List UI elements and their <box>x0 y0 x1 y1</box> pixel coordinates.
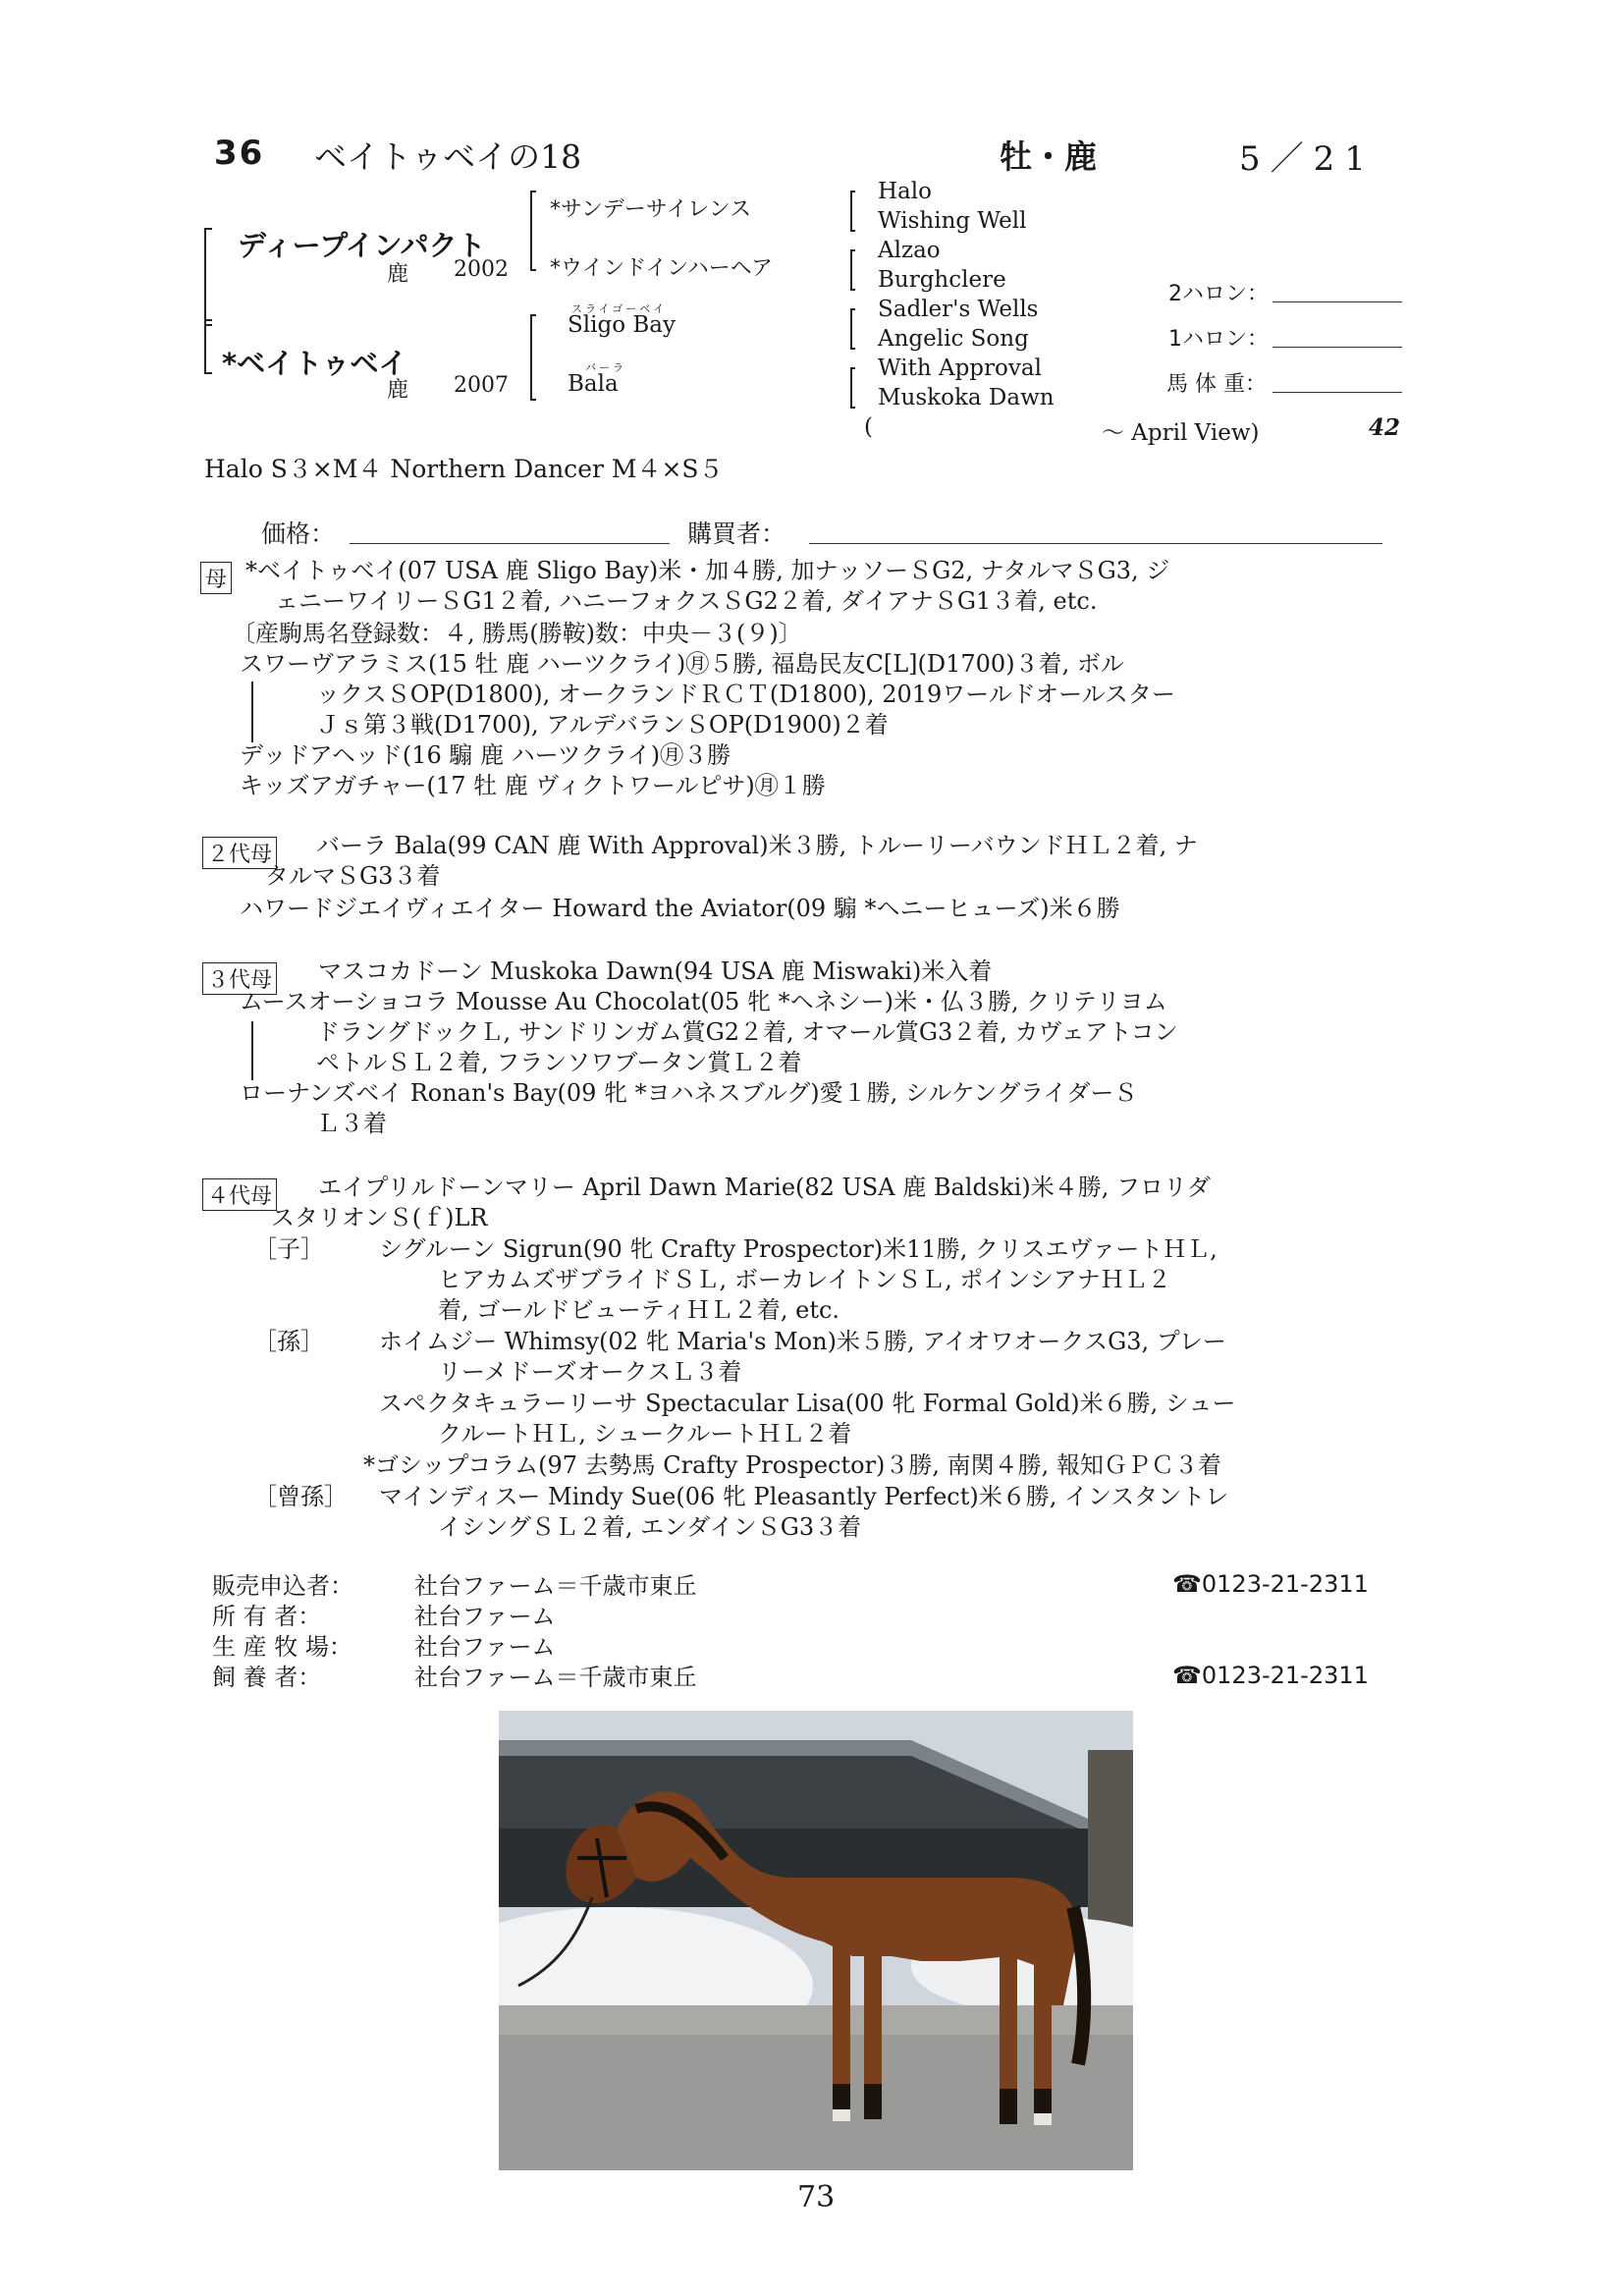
horse-photo-illustration <box>499 1711 1133 2170</box>
dam-name: *ベイトゥベイ <box>222 347 407 380</box>
offspring-bar <box>251 1021 253 1080</box>
birth-date: 5／21 <box>1239 139 1376 179</box>
third-dam-label: ３代母 <box>202 962 277 995</box>
g3-bracket-3 <box>850 308 855 350</box>
sire-name: ディープインパクト <box>238 229 486 262</box>
g3-ancestor: Alzao <box>878 238 941 263</box>
weight-label: 馬 体 重： <box>1166 372 1267 397</box>
sire-line-bracket <box>530 191 536 271</box>
third-dam-line: ペトルＳＬ２着, フランソワブータン賞Ｌ２着 <box>316 1049 802 1076</box>
g3-ancestor: Halo <box>878 179 932 204</box>
fourth-dam-label: ４代母 <box>202 1178 277 1211</box>
contact-label: 販売申込者： <box>212 1572 353 1600</box>
grandchild-label: ［孫］ <box>253 1328 324 1355</box>
sire-dam: *ウインドインハーヘア <box>550 256 774 281</box>
fourth-dam-line: *ゴシップコラム(97 去勢馬 Crafty Prospector)３勝, 南関４勝, 報知ＧＰＣ３着 <box>363 1451 1221 1479</box>
contact-label: 所 有 者： <box>212 1603 322 1630</box>
g3-ancestor: Angelic Song <box>878 326 1029 352</box>
page-number: 73 <box>797 2180 836 2214</box>
fourth-dam-line: マインディスー Mindy Sue(06 牝 Pleasantly Perfect)米６勝, インスタントレ <box>379 1483 1229 1510</box>
dam-record-line: *ベイトゥベイ(07 USA 鹿 Sligo Bay)米・加４勝, 加ナッソーＳG2, ナタルマＳG3, ジ <box>245 557 1170 584</box>
buyer-label: 購買者： <box>687 519 786 548</box>
fourth-dam-line: イシングＳＬ２着, エンダインＳG3３着 <box>438 1513 862 1541</box>
contact-value: 社台ファーム <box>414 1603 556 1630</box>
g3-ancestor: Sadler's Wells <box>878 297 1039 322</box>
dam-sire: Sligo Bay <box>568 312 676 338</box>
one-furlong-blank[interactable] <box>1272 346 1402 348</box>
great-grandchild-label: ［曾孫］ <box>253 1483 348 1510</box>
family-number: 42 <box>1369 414 1401 441</box>
sex-color: 牡・鹿 <box>1000 137 1097 176</box>
dam-bracket <box>204 319 212 374</box>
contact-label: 飼 養 者： <box>212 1664 322 1691</box>
third-dam-line: ムースオーショコラ Mousse Au Chocolat(05 牝 *ヘネシー)米・仏３勝, クリテリヨム <box>240 988 1167 1015</box>
fourth-dam-line: シグルーン Sigrun(90 牝 Crafty Prospector)米11勝, クリスエヴァートＨＬ, <box>379 1235 1218 1263</box>
g3-bracket-4 <box>850 367 855 409</box>
contact-value: 社台ファーム＝千歳市東丘 <box>414 1664 697 1691</box>
offspring-line: Ｊｓ第３戦(D1700), アルデバランＳOP(D1900)２着 <box>316 711 889 738</box>
sire-year: 2002 <box>454 257 509 282</box>
sire-sire: *サンデーサイレンス <box>550 197 752 222</box>
sire-color: 鹿 <box>387 262 409 287</box>
fourth-dam-line: ヒアカムズザブライドＳＬ, ボーカレイトンＳＬ, ポインシアナＨＬ２ <box>438 1266 1171 1293</box>
dam-sire-ruby: スライゴーベイ <box>571 302 668 315</box>
lot-number: 36 <box>214 134 265 173</box>
second-dam-line: ハワードジエイヴィエイター Howard the Aviator(09 騸 *ヘニーヒューズ)米６勝 <box>240 895 1120 922</box>
dam-label: 母 <box>200 562 232 594</box>
g3-bracket-2 <box>850 249 855 291</box>
offspring-line: ックスＳOP(D1800), オークランドＲＣＴ(D1800), 2019ワールドオールスター <box>316 681 1175 708</box>
contact-label: 生 産 牧 場： <box>212 1633 352 1661</box>
third-dam-line: Ｌ３着 <box>316 1110 387 1137</box>
offspring-line: デッドアヘッド(16 騸 鹿 ハーツクライ)㊊３勝 <box>240 741 731 769</box>
price-label: 価格： <box>261 519 336 548</box>
second-dam-line: バーラ Bala(99 CAN 鹿 With Approval)米３勝, トルーリーバウンドＨＬ２着, ナ <box>316 832 1198 859</box>
dam-dam: Bala <box>568 371 619 397</box>
g3-ancestor: Burghclere <box>878 267 1006 293</box>
dam-line-bracket <box>530 314 536 401</box>
contact-phone[interactable]: ☎0123-21-2311 <box>1172 1662 1369 1689</box>
contact-value: 社台ファーム <box>414 1633 556 1661</box>
g3-ancestor: Wishing Well <box>878 208 1027 234</box>
second-dam-line: タルマＳG3３着 <box>265 862 441 890</box>
sire-bracket <box>204 228 212 326</box>
third-dam-line: マスコカドーン Muskoka Dawn(94 USA 鹿 Miswaki)米入着 <box>318 957 993 985</box>
horse-photo <box>499 1711 1133 2170</box>
g3-ancestor: With Approval <box>878 355 1042 381</box>
offspring-line: キッズアガチャー(17 牡 鹿 ヴィクトワールピサ)㊊１勝 <box>240 772 826 799</box>
child-label: ［子］ <box>253 1235 324 1263</box>
g3-ancestor: Muskoka Dawn <box>878 385 1055 410</box>
third-dam-line: ローナンズベイ Ronan's Bay(09 牝 *ヨハネスブルグ)愛１勝, シルケングライダーＳ <box>240 1079 1138 1107</box>
third-dam-line: ドラングドックＬ, サンドリンガム賞G2２着, オマール賞G3２着, カヴェアトコン <box>316 1018 1178 1046</box>
offspring-line: スワーヴアラミス(15 牡 鹿 ハーツクライ)㊊５勝, 福島民友C[L](D1700)３着, ボル <box>240 650 1124 678</box>
dam-produce-summary: 〔産駒馬名登録数：４, 勝馬(勝鞍)数：中央－３(９)〕 <box>232 620 802 647</box>
second-dam-label: ２代母 <box>202 837 277 869</box>
two-furlong-blank[interactable] <box>1272 301 1402 302</box>
fourth-dam-line: スペクタキュラーリーサ Spectacular Lisa(00 牝 Formal Gold)米６勝, シュー <box>379 1390 1236 1417</box>
g3-bracket-1 <box>850 191 855 232</box>
fourth-dam-line: リーメドーズオークスＬ３着 <box>438 1358 742 1386</box>
buyer-blank[interactable] <box>809 542 1382 544</box>
fourth-dam-line: エイプリルドーンマリー April Dawn Marie(82 USA 鹿 Baldski)米４勝, フロリダ <box>318 1174 1211 1201</box>
inbreeding: Halo S３×M４ Northern Dancer M４×S５ <box>204 455 724 483</box>
weight-blank[interactable] <box>1272 391 1402 393</box>
fourth-dam-line: 着, ゴールドビューティＨＬ２着, etc. <box>438 1296 840 1324</box>
fourth-dam-line: ホイムジー Whimsy(02 牝 Maria's Mon)米５勝, アイオワオークスG3, プレー <box>379 1328 1226 1355</box>
contact-value: 社台ファーム＝千歳市東丘 <box>414 1572 697 1600</box>
dam-year: 2007 <box>454 373 509 398</box>
offspring-bar <box>251 682 253 742</box>
one-furlong-label: 1ハロン： <box>1168 327 1269 352</box>
fourth-dam-line: クルートＨＬ, シュークルートＨＬ２着 <box>438 1420 852 1448</box>
dam-dam-ruby: バーラ <box>585 361 626 374</box>
contact-phone[interactable]: ☎0123-21-2311 <box>1172 1570 1369 1598</box>
price-blank[interactable] <box>350 542 670 544</box>
family-open: ( <box>864 414 873 440</box>
family-line: ～ April View) <box>1102 420 1260 446</box>
dam-record-line: ェニーワイリーＳG1２着, ハニーフォクスＳG2２着, ダイアナＳG1３着, etc. <box>275 587 1098 615</box>
two-furlong-label: 2ハロン： <box>1168 282 1269 306</box>
dam-color: 鹿 <box>387 378 409 403</box>
horse-name: ベイトゥベイの18 <box>314 137 582 176</box>
fourth-dam-line: スタリオンＳ(ｆ)LR <box>271 1204 488 1231</box>
